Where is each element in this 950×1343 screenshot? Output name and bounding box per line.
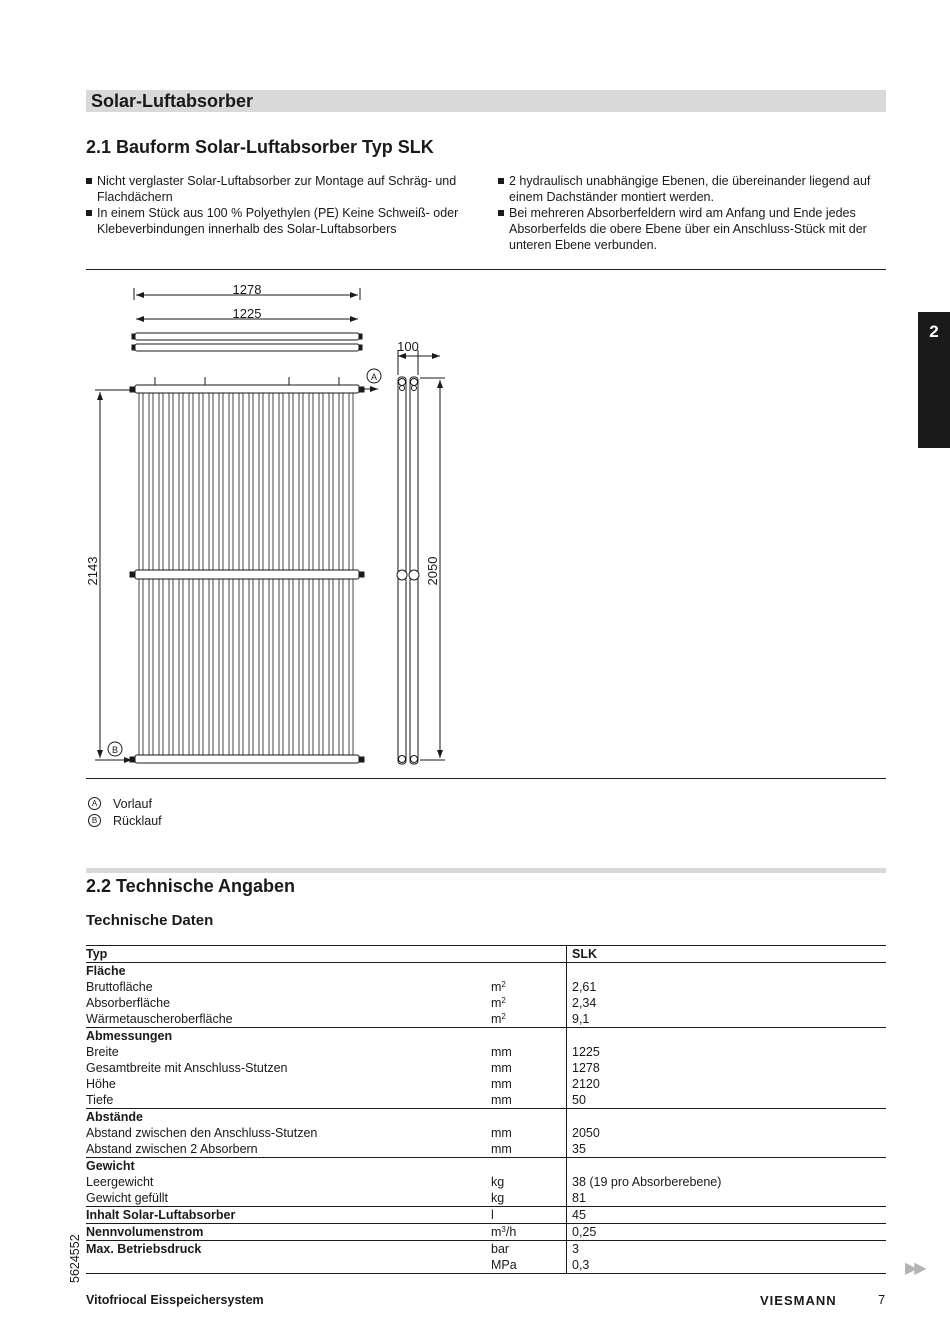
heading-2-2: 2.2 Technische Angaben <box>86 876 296 896</box>
table-group-row: Gewicht <box>86 1158 886 1175</box>
chapter-tab: 2 <box>918 312 950 448</box>
marker-b-icon: B <box>88 814 101 827</box>
legend <box>88 795 162 829</box>
dim-depth-label: 100 <box>397 339 419 354</box>
table-group-row: Abmessungen <box>86 1028 886 1045</box>
bullet-item: In einem Stück aus 100 % Polyethylen (PE) Keine Schweiß- oder Klebeverbindungen innerhalb des Solar-Luftabsorbers <box>86 205 478 237</box>
heading-2-1: 2.1 Bauform Solar-Luftabsorber Typ SLK <box>86 137 434 157</box>
table-row: Absorberfläche $m^2$ 2,34 <box>86 995 886 1011</box>
table-row: Abstand zwischen den Anschluss-Stutzen mm 2050 <box>86 1125 886 1141</box>
dim-total-width-label: 1278 <box>232 282 262 297</box>
table-row-nennvolumenstrom: Nennvolumenstrom $m^3/h$ 0,25 <box>86 1224 886 1241</box>
marker-a-icon: A <box>88 797 101 810</box>
table-row: Breite mm 1225 <box>86 1044 886 1060</box>
subheading-technische-daten: Technische Daten <box>86 912 214 929</box>
next-page-arrows-icon: ▶▶ <box>905 1260 924 1277</box>
bullet-square-icon <box>86 178 92 184</box>
bullet-square-icon <box>498 178 504 184</box>
bullet-item: 2 hydraulisch unabhängige Ebenen, die übereinander liegend auf einem Dachständer montiert werden. <box>498 173 886 205</box>
table-group-row: Fläche <box>86 963 886 980</box>
table-row-inhalt: Inhalt Solar-Luftabsorber l 45 <box>86 1207 886 1224</box>
divider-top <box>86 269 886 270</box>
bullets-left <box>86 173 478 237</box>
table-row: Abstand zwischen 2 Absorbern mm 35 <box>86 1141 886 1158</box>
legend-item: B Rücklauf <box>88 812 162 829</box>
table-row: Höhe mm 2120 <box>86 1076 886 1092</box>
table-row: Bruttofläche $m^2$ 2,61 <box>86 979 886 995</box>
page-number: 7 <box>878 1292 886 1307</box>
table-row: Wärmetauscheroberfläche $m^2$ 9,1 <box>86 1011 886 1028</box>
section-title-bar <box>86 90 886 112</box>
dim-height-total-label: 2143 <box>85 556 100 586</box>
section-title: Solar-Luftabsorber <box>91 91 254 111</box>
table-header-row: Typ SLK <box>86 946 886 963</box>
table-row: Leergewicht kg 38 (19 pro Absorberebene) <box>86 1174 886 1190</box>
dim-height-label: 2050 <box>425 556 440 586</box>
marker-a: A <box>370 372 378 382</box>
bullet-item: Nicht verglaster Solar-Luftabsorber zur Montage auf Schräg- und Flachdächern <box>86 173 478 205</box>
table-row: Gesamtbreite mit Anschluss-Stutzen mm 1278 <box>86 1060 886 1076</box>
bullet-square-icon <box>86 210 92 216</box>
dim-width-label: 1225 <box>232 306 262 321</box>
absorber-drawing <box>80 278 460 774</box>
divider-bottom <box>86 778 886 779</box>
bullets-right <box>498 173 886 253</box>
table-row: Gewicht gefüllt kg 81 <box>86 1190 886 1207</box>
bullet-item: Bei mehreren Absorberfeldern wird am Anfang und Ende jedes Absorberfelds die obere Ebene über ein Anschluss-Stück mit der unteren Ebene verbunden. <box>498 205 886 253</box>
section-band <box>86 868 886 873</box>
table-group-row: Abstände <box>86 1109 886 1126</box>
legend-item: A Vorlauf <box>88 795 162 812</box>
bullet-square-icon <box>498 210 504 216</box>
table-row-betriebsdruck: Max. Betriebsdruck bar 3 <box>86 1241 886 1258</box>
spec-table <box>86 945 886 1274</box>
brand-logo: VIESMANN <box>760 1293 837 1308</box>
table-row: Tiefe mm 50 <box>86 1092 886 1109</box>
footer-title: Vitofriocal Eisspeichersystem <box>86 1293 264 1307</box>
table-row: MPa 0,3 <box>86 1257 886 1274</box>
document-number: 5624552 <box>68 1234 82 1283</box>
marker-b: B <box>111 745 119 755</box>
